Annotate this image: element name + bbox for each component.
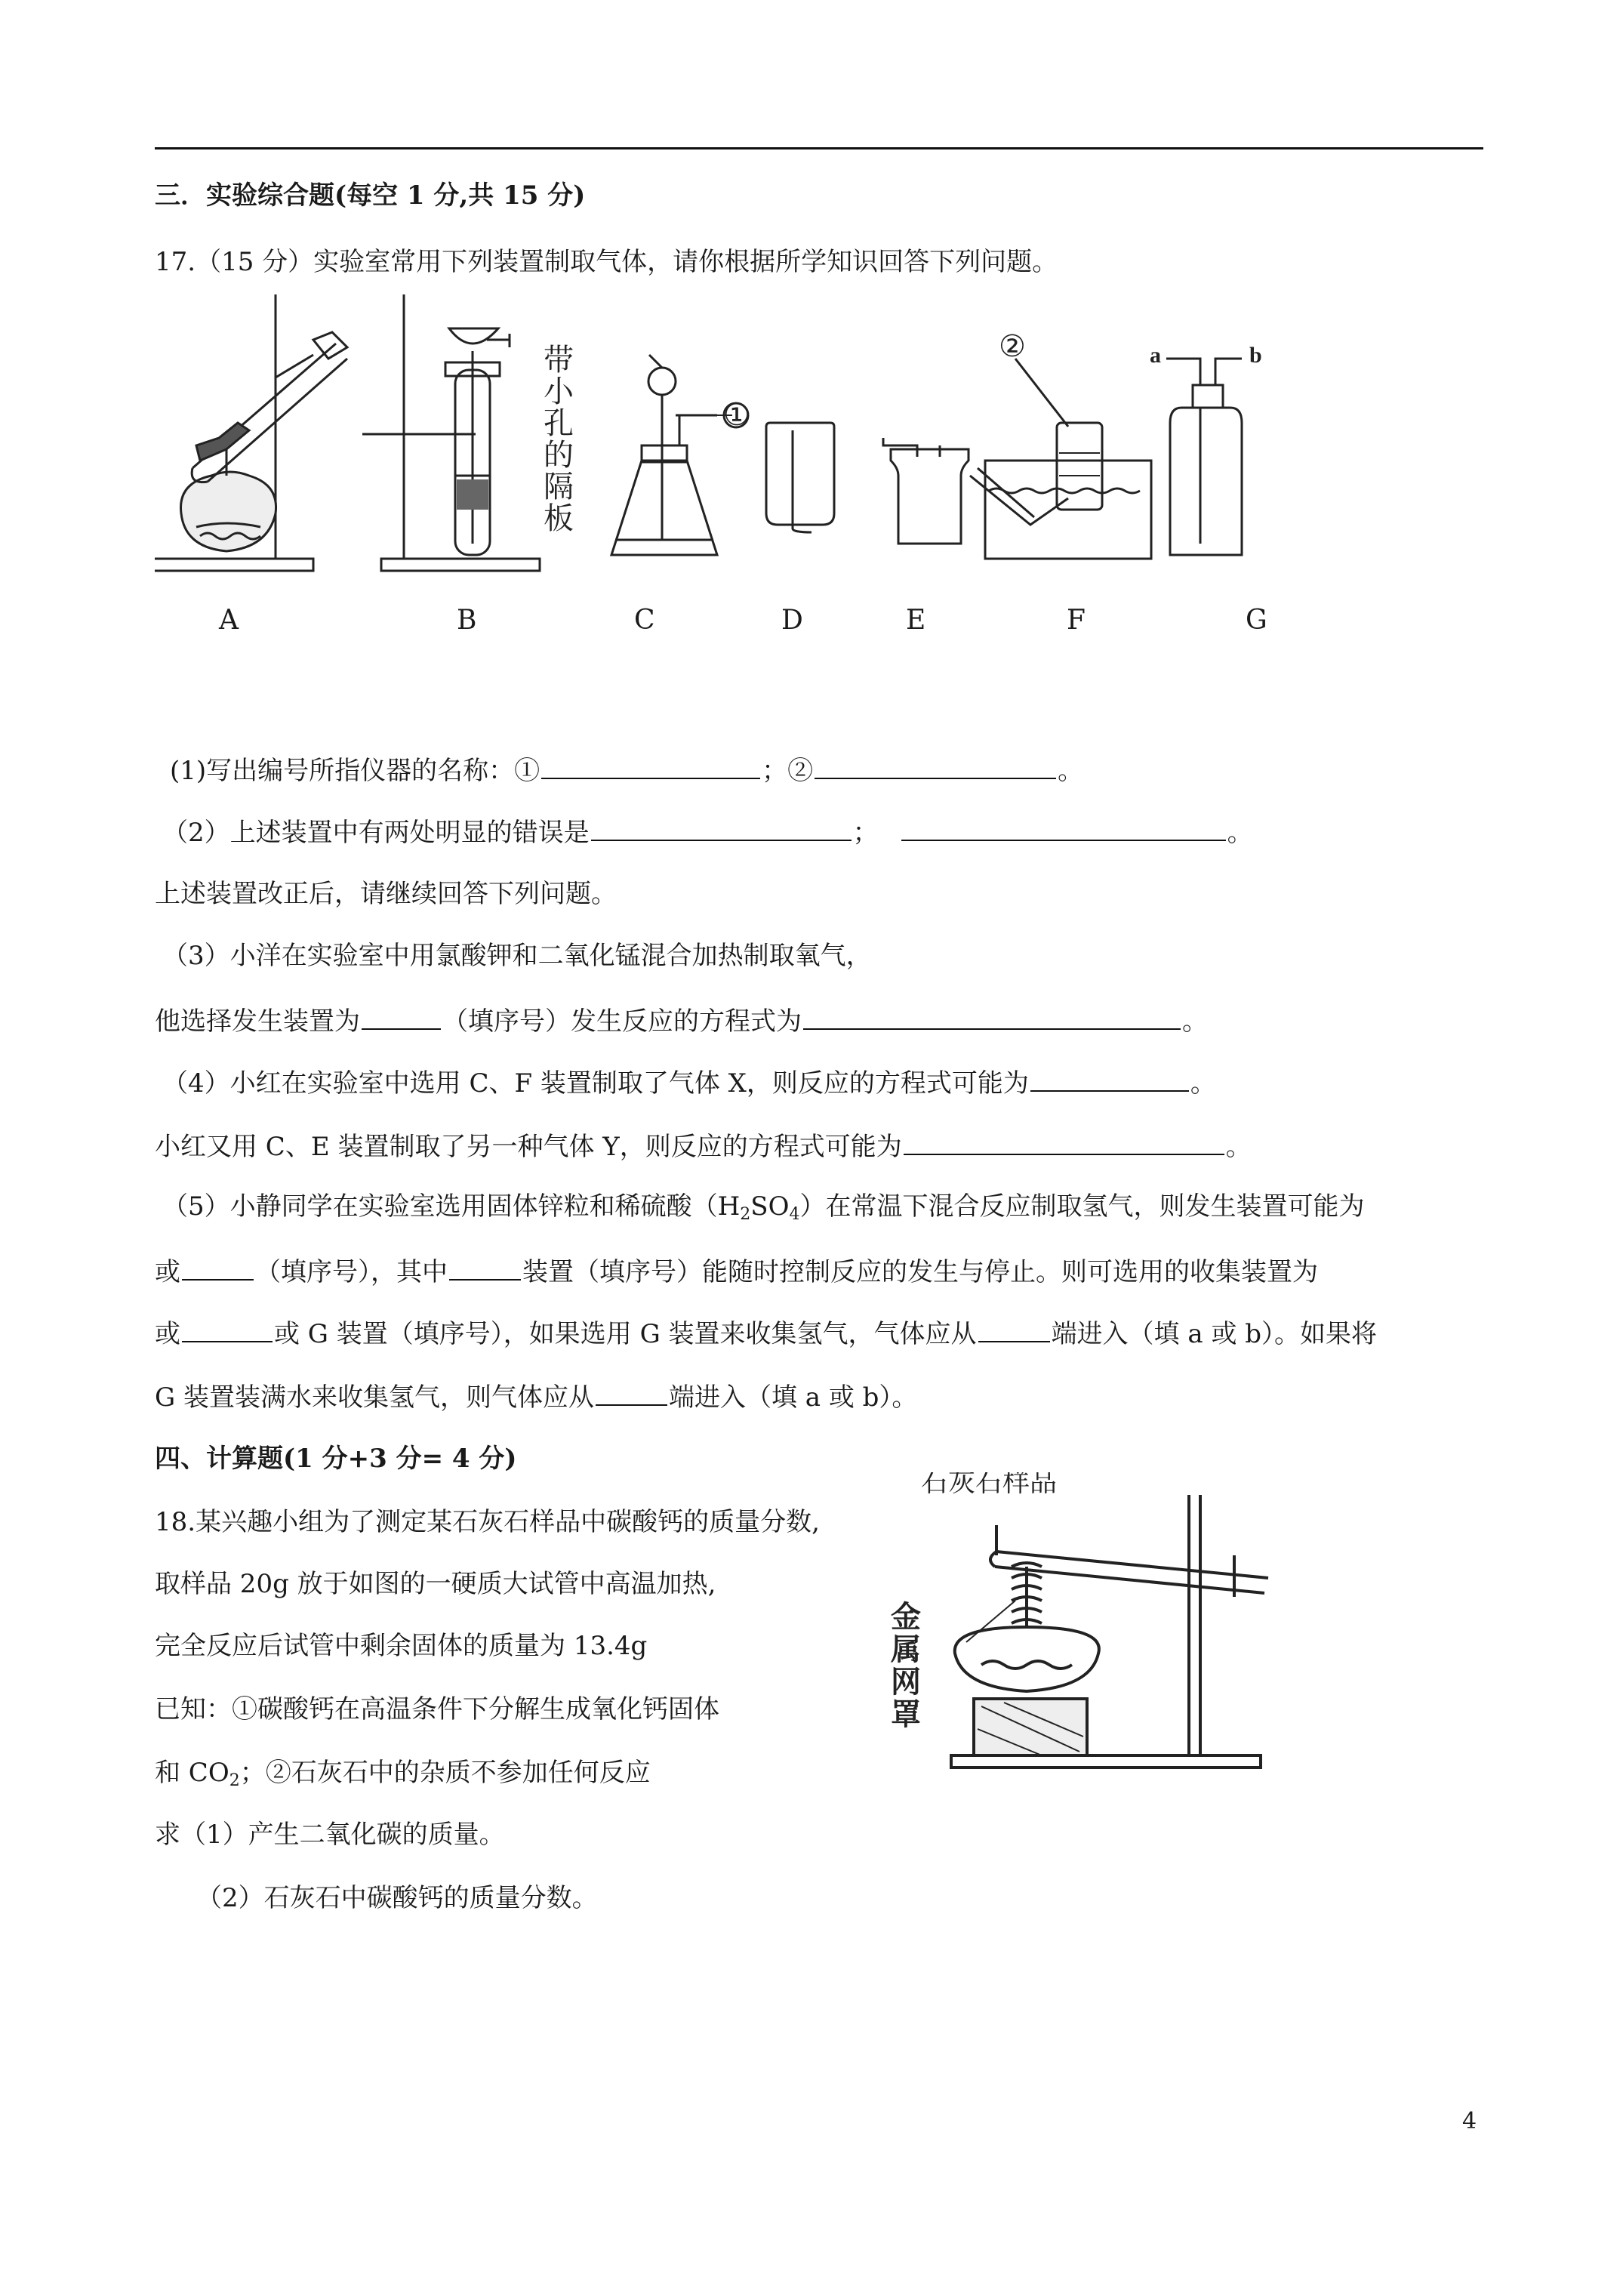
section4-heading: 四、计算题(1 分+3 分= 4 分) [155, 1444, 517, 1474]
apparatus-D [766, 423, 834, 532]
q17-stem: 17.（15 分）实验室常用下列装置制取气体，请你根据所学知识回答下列问题。 [155, 247, 1058, 277]
blank-5-5[interactable] [596, 1379, 667, 1406]
apparatus-E [883, 438, 969, 544]
q18-line7: （2）石灰石中碳酸钙的质量分数。 [196, 1883, 598, 1913]
blank-1-2[interactable] [815, 752, 1056, 779]
partition-label-5: 隔 [544, 470, 574, 504]
blank-1-1[interactable] [541, 752, 760, 779]
apparatus-figure [155, 287, 1332, 589]
apparatus-A [155, 287, 347, 571]
marker-2-label: ② [999, 329, 1026, 363]
page-number: 4 [1462, 2108, 1477, 2134]
caption-A: A [219, 605, 239, 636]
gauze-label-1: 金 [891, 1600, 921, 1634]
q18-line5: 和 $CO_2$；②石灰石中的杂质不参加任何反应 [155, 1758, 651, 1790]
gauze-label-3: 网 [891, 1665, 921, 1699]
blank-4-1[interactable] [1030, 1065, 1189, 1092]
q17-after-fix: 上述装置改正后，请继续回答下列问题。 [155, 879, 617, 909]
q17-part5d: G 装置装满水来收集氢气，则气体应从 端进入（填 a 或 b）。 [155, 1379, 917, 1414]
header-rule [155, 147, 1483, 149]
caption-B: B [457, 605, 477, 636]
blank-3-2[interactable] [803, 1003, 1181, 1030]
sample-label: 石灰石样品 [921, 1472, 1058, 1497]
apparatus-C [611, 355, 748, 555]
q17-part4a: （4）小红在实验室中选用 C、F 装置制取了气体 X，则反应的方程式可能为 。 [162, 1065, 1216, 1100]
partition-label-2: 小 [544, 374, 574, 408]
blank-2-2[interactable] [901, 814, 1226, 841]
section3-heading: 三．实验综合题(每空 1 分,共 15 分) [155, 180, 586, 211]
q18-line4: 已知：①碳酸钙在高温条件下分解生成氧化钙固体 [155, 1694, 719, 1724]
apparatus-G [1166, 359, 1242, 555]
partition-label-1: 带 [544, 343, 574, 377]
q17-part5c: 或 或 G 装置（填序号），如果选用 G 装置来收集氢气，气体应从 端进入（填 a 或 b）。如果将 [155, 1315, 1377, 1351]
q17-part2: （2）上述装置中有两处明显的错误是 ； 。 [162, 814, 1253, 849]
caption-G: G [1246, 605, 1267, 636]
caption-E: E [906, 605, 926, 636]
apparatus-B [362, 294, 540, 571]
blank-5-3[interactable] [182, 1315, 273, 1342]
gauze-label-4: 罩 [891, 1697, 921, 1731]
caption-F: F [1067, 605, 1086, 636]
apparatus-F [970, 359, 1151, 559]
caption-D: D [781, 605, 803, 636]
marker-1-label: ① [723, 398, 750, 432]
q17-part3-intro: （3）小洋在实验室中用氯酸钾和二氧化锰混合加热制取氧气， [162, 941, 872, 971]
blank-5-1[interactable] [182, 1253, 254, 1281]
blank-2-1[interactable] [591, 814, 852, 841]
gauze-label-2: 属 [891, 1632, 921, 1666]
q18-line1: 18.某兴趣小组为了测定某石灰石样品中碳酸钙的质量分数, [155, 1507, 820, 1537]
q18-line3: 完全反应后试管中剩余固体的质量为 13.4g [155, 1631, 648, 1661]
q17-part3: 他选择发生装置为 （填序号）发生反应的方程式为 。 [155, 1003, 1208, 1038]
port-a-label: a [1150, 343, 1161, 368]
limestone-figure [891, 1472, 1283, 1789]
blank-5-4[interactable] [978, 1315, 1050, 1342]
blank-3-1[interactable] [362, 1003, 441, 1030]
caption-C: C [634, 605, 655, 636]
blank-4-2[interactable] [904, 1128, 1224, 1155]
q17-part5a: （5）小静同学在实验室选用固体锌粒和稀硫酸$(H_2SO_4)$在常温下混合反应制取氢气，则发生装置可能为 [162, 1191, 1365, 1224]
partition-label-3: 孔 [544, 406, 574, 440]
partition-label-6: 板 [544, 501, 574, 535]
port-b-label: b [1249, 343, 1262, 368]
q17-part4b: 小红又用 C、E 装置制取了另一种气体 Y，则反应的方程式可能为 。 [155, 1128, 1252, 1163]
partition-label-4: 的 [544, 438, 574, 472]
q18-line2: 取样品 20g 放于如图的一硬质大试管中高温加热, [155, 1569, 716, 1599]
blank-5-2[interactable] [449, 1253, 521, 1281]
q18-line6: 求（1）产生二氧化碳的质量。 [155, 1820, 505, 1850]
q17-part1: (1)写出编号所指仪器的名称：① ；② 。 [170, 752, 1083, 787]
q17-part5b: 或 （填序号），其中 装置（填序号）能随时控制反应的发生与停止。则可选用的收集装置为 [155, 1253, 1318, 1289]
